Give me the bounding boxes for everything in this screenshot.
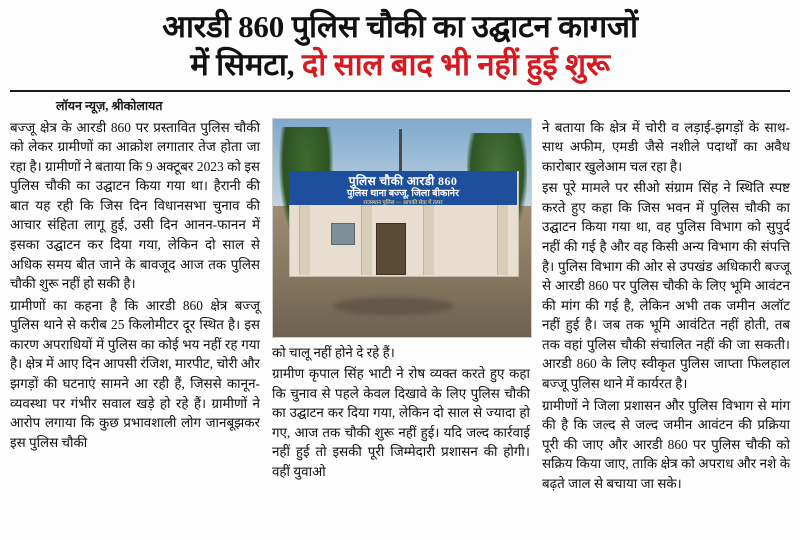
pillar-mid-right [423,205,434,275]
column-2-text [272,343,530,482]
column-3 [542,118,790,518]
headline-line-2 [14,46,786,84]
signboard-line-2: पुलिस थाना बज्जू, जिला बीकानेर [346,188,459,199]
signboard-subtext: राजस्थान पुलिस — आपकी सेवा में तत्पर [363,199,443,206]
police-post-building-photo [272,118,532,338]
headline-line-2-black: में सिमटा, [190,46,302,82]
pillar-left [299,205,310,275]
paragraph: बज्जू क्षेत्र के आरडी 860 पर प्रस्तावित पुलिस चौकी को लेकर ग्रामीणों का आक्रोश लगातार तेज होता जा रहा है। ग्रामीणों ने बताया कि 9 अक्टूबर 2023 को इस पुलिस चौकी का उद्घाटन किया गया था। हैरानी की बात यह रही कि जिस दिन विधानसभा चुनाव की आचार संहिता लागू हुई, उसी दिन आनन-फानन में इसका उद्घाटन कर दिया गया, लेकिन दो साल से अधिक समय बीत जाने के बावजूद आज तक पुलिस चौकी शुरू नहीं हो सकी है। [10,119,260,292]
paragraph: को चालू नहीं होने दे रहे हैं। [271,344,395,360]
flag-pole-icon [399,129,402,177]
paragraph: ग्रामीणों का कहना है कि आरडी 860 क्षेत्र बज्जू पुलिस थाने से करीब 25 किलोमीटर दूर स्थित है। इस कारण अपराधियों में पुलिस का कोई भय नहीं रह गया है। क्षेत्र में आए दिन आपसी रंजिश, मारपीट, चोरी और झगड़ों की घटनाएं सामने आ रही हैं, जिससे कानून-व्यवस्था पर गंभीर सवाल खड़े हो रहे हैं। ग्रामीणों ने आरोप लगाया कि कुछ प्रभावशाली लोग जानबूझकर इस पुलिस चौकी [10,297,260,450]
signboard-line-1: पुलिस चौकी आरडी 860 [348,173,458,188]
headline-line-1: आरडी 860 पुलिस चौकी का उद्घाटन कागजों [162,9,638,44]
paragraph: इस पूरे मामले पर सीओ संग्राम सिंह ने स्थिति स्पष्ट करते हुए कहा कि जिस भवन में पुलिस चौकी का उद्घाटन किया गया था, वह पुलिस विभाग को सुपुर्द नहीं की गई है और वह किसी अन्य विभाग की संपत्ति है। पुलिस विभाग की ओर से उपखंड अधिकारी बज्जू से आरडी 860 पर पुलिस चौकी के लिए भूमि आवंटन की मांग की गई है, लेकिन अभी तक जमीन अलॉट नहीं हुई है। जब तक भूमि आवंटित नहीं होती, तब तक वहां पुलिस चौकी संचालित नहीं की जा सकती। आरडी 860 के लिए स्वीकृत पुलिस जाप्ता फिलहाल बज्जू पुलिस थाने में कार्यरत है। [541,180,790,391]
signboard [289,171,517,205]
paragraph: ग्रामीण कृपाल सिंह भाटी ने रोष व्यक्त करते हुए कहा कि चुनाव से पहले केवल दिखावे के लिए पुलिस चौकी का उद्घाटन कर दिया गया, लेकिन दो साल से ज्यादा हो गए, आज तक चौकी शुरू नहीं हुई। यदि जल्द कार्रवाई नहीं हुई तो इसकी पूरी जिम्मेदारी प्रशासन की होगी। वहीं युवाओ [271,366,530,479]
paragraph: ग्रामीणों ने जिला प्रशासन और पुलिस विभाग से मांग की है कि जल्द से जल्द जमीन आवंटन की प्रक्रिया पूरी की जाए और आरडी 860 पर पुलिस चौकी को सक्रिय किया जाए, ताकि क्षेत्र को अपराध और नशे के बढ़ते जाल से बचाया जा सके। [541,397,790,491]
column-1 [10,118,260,518]
byline: लॉयन न्यूज़, श्रीकोलायत [56,98,163,113]
article-columns [10,118,790,518]
dirt-patch [333,297,453,315]
door [376,223,406,275]
headline-line-2-red: दो साल बाद भी नहीं हुई शुरू [301,46,610,82]
paragraph: ने बताया कि क्षेत्र में चोरी व लड़ाई-झगड़ों के साथ-साथ अफीम, एमडी जैसे नशीले पदार्थों का अवैध कारोबार खुलेआम चल रहा है। [541,119,790,174]
window [331,223,355,245]
pillar-mid-left [361,205,372,275]
pillar-right [497,205,508,275]
page-title [10,6,790,84]
headline-divider [10,90,790,92]
column-2 [272,118,530,518]
